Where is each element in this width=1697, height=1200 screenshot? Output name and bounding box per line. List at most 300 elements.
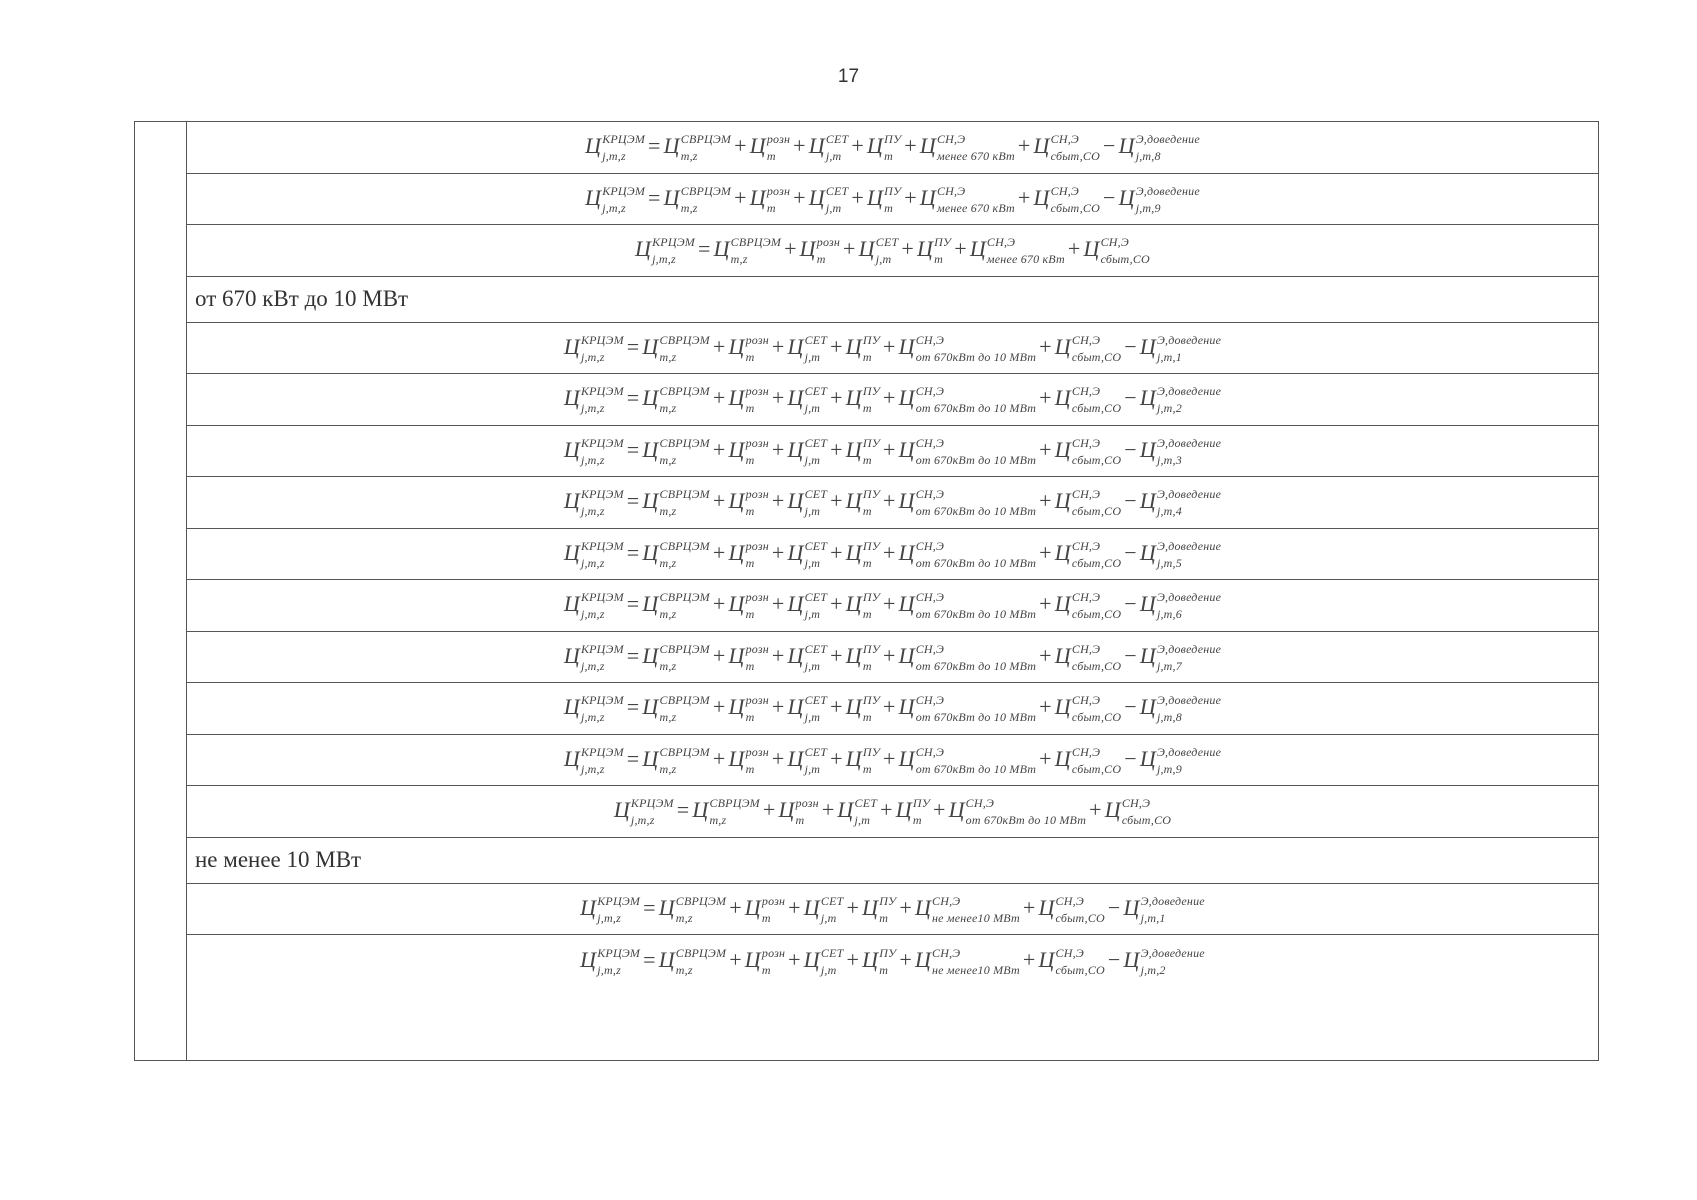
subscript: m: [761, 962, 771, 977]
subscript: j,m,1: [1156, 349, 1182, 364]
price-symbol: Ц: [862, 894, 879, 920]
operator: +: [1017, 184, 1031, 210]
operator: +: [771, 642, 785, 668]
operator: −: [1107, 946, 1121, 972]
superscript: ПУ: [862, 744, 881, 759]
price-symbol: Ц: [728, 694, 745, 720]
superscript: ПУ: [862, 641, 881, 656]
price-symbol: Ц: [1054, 694, 1071, 720]
superscript: СЕТ: [854, 796, 878, 811]
subscript: j,m: [875, 252, 892, 267]
price-symbol: Ц: [728, 488, 745, 514]
superscript: СН,Э: [1071, 435, 1101, 450]
superscript: СН,Э: [1071, 693, 1101, 708]
index-stack: [602, 183, 646, 215]
formula-row: [187, 735, 1598, 787]
subscript: от 670кВт до 10 МВт: [915, 555, 1037, 570]
superscript: СН,Э: [915, 693, 945, 708]
subscript: m: [862, 555, 872, 570]
formula-row: [187, 374, 1598, 426]
operator: +: [843, 236, 856, 262]
index-stack: [862, 384, 881, 416]
operator: +: [712, 385, 726, 411]
index-stack: [1156, 693, 1222, 725]
subscript: сбыт,СО: [1050, 149, 1100, 164]
superscript: Э,доведение: [1135, 183, 1200, 198]
price-symbol: Ц: [1038, 894, 1055, 920]
operator: =: [626, 745, 640, 771]
price-symbol: Ц: [728, 436, 745, 462]
price-symbol: Ц: [728, 591, 745, 617]
price-symbol: Ц: [1139, 745, 1156, 771]
subscript: m: [766, 149, 776, 164]
operator: +: [1039, 436, 1052, 462]
operator: +: [830, 642, 843, 668]
price-symbol: Ц: [808, 184, 825, 210]
formula: [564, 746, 1221, 774]
subscript: m,z: [659, 607, 677, 622]
superscript: ПУ: [879, 893, 897, 908]
price-symbol: Ц: [728, 642, 745, 668]
index-stack: [862, 487, 881, 519]
price-symbol: Ц: [563, 539, 580, 565]
operator: −: [1103, 184, 1116, 210]
price-symbol: Ц: [658, 946, 675, 972]
operator: =: [648, 133, 661, 159]
formula-row: [187, 683, 1598, 735]
superscript: СВРЦЭМ: [659, 538, 710, 553]
price-symbol: Ц: [1033, 133, 1050, 159]
price-symbol: Ц: [895, 797, 912, 823]
formula: [564, 334, 1221, 362]
subscript: j,m: [820, 910, 837, 925]
index-stack: [915, 332, 1037, 364]
price-symbol: Ц: [563, 385, 580, 411]
operator: +: [851, 133, 865, 159]
index-stack: [1140, 893, 1205, 925]
subscript: m,z: [659, 349, 677, 364]
subscript: менее 670 кВт: [986, 252, 1065, 267]
price-symbol: Ц: [799, 236, 816, 262]
operator: +: [846, 946, 860, 972]
index-stack: [1100, 235, 1150, 267]
operator: +: [883, 333, 896, 359]
subscript: от 670кВт до 10 МВт: [915, 349, 1037, 364]
operator: =: [626, 333, 640, 359]
superscript: СЕТ: [804, 641, 828, 656]
subscript: m: [879, 910, 889, 925]
subscript: m,z: [659, 452, 677, 467]
subscript: m: [761, 910, 771, 925]
index-stack: [761, 945, 786, 977]
index-stack: [659, 641, 710, 673]
index-stack: [986, 235, 1065, 267]
price-symbol: Ц: [898, 436, 915, 462]
subscript: m,z: [659, 761, 677, 776]
superscript: СВРЦЭМ: [659, 435, 710, 450]
price-symbol: Ц: [1139, 694, 1156, 720]
index-stack: [1071, 641, 1122, 673]
formula-row: [187, 477, 1598, 529]
superscript: СЕТ: [804, 487, 828, 502]
operator: −: [1124, 642, 1137, 668]
price-symbol: Ц: [898, 694, 915, 720]
price-symbol: Ц: [787, 333, 804, 359]
price-symbol: Ц: [642, 333, 659, 359]
superscript: СЕТ: [804, 693, 828, 708]
price-symbol: Ц: [635, 236, 652, 262]
price-symbol: Ц: [845, 642, 862, 668]
subscript: не менее10 МВт: [932, 962, 1020, 977]
price-symbol: Ц: [1118, 133, 1135, 159]
price-symbol: Ц: [898, 385, 915, 411]
superscript: СВРЦЭМ: [659, 693, 710, 708]
formula-row: [187, 884, 1598, 936]
price-symbol: Ц: [585, 133, 602, 159]
operator: =: [648, 184, 661, 210]
subscript: m: [934, 252, 943, 267]
superscript: ПУ: [912, 796, 930, 811]
index-stack: [1135, 132, 1200, 164]
operator: +: [712, 745, 726, 771]
subscript: m,z: [675, 910, 693, 925]
index-stack: [936, 132, 1015, 164]
subscript: m,z: [709, 813, 727, 828]
operator: +: [1022, 946, 1036, 972]
formula-row: [187, 632, 1598, 684]
price-symbol: Ц: [914, 894, 932, 920]
index-stack: [1156, 332, 1222, 364]
price-symbol: Ц: [898, 488, 915, 514]
superscript: СН,Э: [936, 132, 966, 147]
superscript: СВРЦЭМ: [659, 590, 710, 605]
subscript: m: [862, 710, 872, 725]
formula-row: [187, 529, 1598, 581]
index-stack: [680, 132, 732, 164]
price-symbol: Ц: [563, 436, 580, 462]
index-stack: [804, 744, 828, 776]
subscript: m: [862, 401, 872, 416]
index-stack: [659, 744, 710, 776]
operator: =: [626, 694, 640, 720]
price-symbol: Ц: [1054, 642, 1071, 668]
price-symbol: Ц: [787, 642, 804, 668]
index-stack: [580, 693, 624, 725]
operator: +: [788, 894, 801, 920]
subscript: сбыт,СО: [1071, 504, 1122, 519]
index-stack: [766, 183, 791, 215]
price-symbol: Ц: [867, 184, 884, 210]
price-symbol: Ц: [787, 436, 804, 462]
index-stack: [580, 538, 624, 570]
superscript: Э,доведение: [1156, 487, 1222, 502]
subscript: j,m: [804, 761, 821, 776]
subscript: m: [745, 504, 755, 519]
operator: +: [830, 436, 843, 462]
subscript: j,m,z: [597, 910, 621, 925]
superscript: СЕТ: [804, 384, 828, 399]
index-stack: [884, 132, 902, 164]
superscript: розн: [795, 796, 819, 811]
subscript: m: [879, 962, 889, 977]
price-symbol: Ц: [1118, 184, 1135, 210]
index-stack: [761, 893, 786, 925]
superscript: розн: [745, 435, 769, 450]
superscript: розн: [761, 893, 786, 908]
subscript: от 670кВт до 10 МВт: [915, 658, 1037, 673]
index-stack: [804, 332, 828, 364]
index-stack: [580, 590, 624, 622]
subscript: m: [884, 200, 893, 215]
operator: −: [1103, 133, 1116, 159]
operator: −: [1124, 385, 1137, 411]
superscript: СН,Э: [915, 744, 945, 759]
operator: +: [762, 797, 776, 823]
formula-row: [187, 580, 1598, 632]
superscript: Э,доведение: [1140, 945, 1205, 960]
operator: =: [697, 236, 711, 262]
subscript: j,m,2: [1140, 962, 1166, 977]
subscript: j,m,8: [1156, 710, 1182, 725]
price-symbol: Ц: [845, 694, 862, 720]
operator: +: [1039, 539, 1052, 565]
operator: +: [1039, 745, 1052, 771]
price-symbol: Ц: [898, 539, 915, 565]
superscript: СЕТ: [820, 945, 844, 960]
index-stack: [862, 332, 881, 364]
superscript: СН,Э: [1100, 235, 1129, 250]
operator: +: [729, 894, 742, 920]
operator: +: [830, 488, 843, 514]
superscript: СН,Э: [1071, 744, 1101, 759]
index-stack: [659, 590, 710, 622]
index-stack: [1071, 693, 1122, 725]
subscript: j,m,z: [580, 401, 605, 416]
operator: −: [1124, 333, 1137, 359]
price-symbol: Ц: [749, 184, 766, 210]
superscript: ПУ: [879, 945, 897, 960]
operator: +: [821, 797, 835, 823]
price-symbol: Ц: [1139, 333, 1156, 359]
index-stack: [580, 487, 624, 519]
price-symbol: Ц: [563, 642, 580, 668]
formula-row: [187, 174, 1598, 226]
index-stack: [1135, 183, 1200, 215]
operator: +: [771, 539, 785, 565]
subscript: j,m: [804, 401, 821, 416]
formula: [580, 895, 1205, 923]
index-stack: [1050, 183, 1100, 215]
subscript: сбыт,СО: [1071, 401, 1122, 416]
subscript: j,m,9: [1135, 200, 1161, 215]
subscript: сбыт,СО: [1050, 200, 1100, 215]
subscript: от 670кВт до 10 МВт: [915, 710, 1037, 725]
index-stack: [745, 487, 769, 519]
operator: =: [626, 642, 640, 668]
price-symbol: Ц: [787, 385, 804, 411]
subscript: от 670кВт до 10 МВт: [915, 761, 1037, 776]
subscript: j,m,z: [580, 555, 605, 570]
formula: [563, 384, 1222, 416]
subscript: сбыт,СО: [1055, 962, 1105, 977]
index-stack: [745, 590, 769, 622]
price-symbol: Ц: [898, 333, 915, 359]
index-stack: [915, 641, 1037, 673]
superscript: ПУ: [862, 487, 881, 502]
superscript: СВРЦЭМ: [659, 384, 710, 399]
operator: −: [1124, 745, 1137, 771]
subscript: m: [862, 607, 872, 622]
page-number: 17: [837, 66, 860, 87]
operator: +: [883, 694, 896, 720]
price-symbol: Ц: [948, 797, 965, 823]
price-symbol: Ц: [1054, 488, 1071, 514]
operator: =: [643, 894, 656, 920]
index-stack: [1156, 384, 1222, 416]
subscript: j,m,z: [580, 761, 605, 776]
superscript: КРЦЭМ: [652, 235, 695, 250]
index-stack: [879, 893, 897, 925]
operator: +: [771, 488, 785, 514]
operator: =: [626, 591, 640, 617]
index-stack: [745, 641, 769, 673]
price-symbol: Ц: [744, 946, 761, 972]
price-symbol: Ц: [728, 385, 745, 411]
section-header: от 670 кВт до 10 МВт: [187, 277, 1598, 323]
operator: +: [793, 184, 806, 210]
subscript: сбыт,СО: [1071, 555, 1122, 570]
operator: =: [626, 385, 640, 411]
index-stack: [1071, 384, 1122, 416]
superscript: СН,Э: [915, 435, 945, 450]
subscript: m: [795, 813, 805, 828]
superscript: СЕТ: [804, 332, 828, 347]
superscript: Э,доведение: [1156, 590, 1222, 605]
subscript: m: [912, 813, 922, 828]
index-stack: [1156, 538, 1222, 570]
operator: +: [1017, 133, 1031, 159]
price-symbol: Ц: [713, 236, 730, 262]
superscript: КРЦЭМ: [580, 435, 624, 450]
index-stack: [862, 590, 881, 622]
subscript: сбыт,СО: [1071, 710, 1122, 725]
superscript: СВРЦЭМ: [675, 893, 727, 908]
superscript: розн: [745, 693, 769, 708]
operator: +: [1039, 642, 1052, 668]
index-stack: [820, 893, 844, 925]
superscript: розн: [766, 183, 791, 198]
superscript: ПУ: [862, 384, 881, 399]
superscript: ПУ: [884, 132, 902, 147]
index-stack: [795, 796, 819, 828]
superscript: Э,доведение: [1156, 693, 1222, 708]
price-symbol: Ц: [1038, 946, 1055, 972]
index-stack: [862, 538, 881, 570]
formula: [635, 235, 1150, 267]
price-symbol: Ц: [1054, 591, 1071, 617]
price-symbol: Ц: [728, 745, 745, 771]
operator: +: [883, 539, 896, 565]
subscript: j,m: [804, 607, 821, 622]
superscript: КРЦЭМ: [597, 945, 641, 960]
superscript: СЕТ: [825, 183, 849, 198]
formula-table: [134, 121, 1599, 1061]
subscript: m: [816, 252, 826, 267]
subscript: j,m: [804, 658, 821, 673]
price-symbol: Ц: [845, 745, 862, 771]
index-stack: [884, 183, 902, 215]
subscript: j,m,8: [1135, 149, 1161, 164]
index-stack: [580, 384, 624, 416]
price-symbol: Ц: [1123, 946, 1140, 972]
superscript: СВРЦЭМ: [680, 132, 732, 147]
superscript: СВРЦЭМ: [675, 945, 727, 960]
index-stack: [1071, 487, 1122, 519]
operator: +: [851, 184, 865, 210]
price-symbol: Ц: [749, 133, 766, 159]
superscript: розн: [745, 538, 769, 553]
subscript: j,m,7: [1156, 658, 1182, 673]
index-stack: [879, 945, 897, 977]
operator: +: [883, 642, 896, 668]
superscript: СН,Э: [932, 945, 961, 960]
operator: +: [771, 333, 785, 359]
superscript: СН,Э: [1071, 590, 1101, 605]
subscript: j,m,z: [602, 200, 626, 215]
formula-row: [187, 122, 1598, 174]
subscript: m: [745, 710, 755, 725]
index-stack: [597, 945, 641, 977]
index-stack: [825, 132, 849, 164]
index-stack: [766, 132, 791, 164]
index-stack: [659, 332, 710, 364]
price-symbol: Ц: [1054, 333, 1071, 359]
operator: +: [830, 591, 843, 617]
price-symbol: Ц: [919, 133, 936, 159]
price-symbol: Ц: [580, 894, 597, 920]
subscript: m: [884, 149, 893, 164]
price-symbol: Ц: [563, 333, 580, 359]
subscript: от 670кВт до 10 МВт: [915, 504, 1037, 519]
index-stack: [915, 487, 1037, 519]
index-stack: [915, 693, 1037, 725]
subscript: m: [745, 761, 755, 776]
operator: +: [830, 694, 843, 720]
subscript: сбыт,СО: [1071, 607, 1122, 622]
price-symbol: Ц: [916, 236, 934, 262]
subscript: j,m: [804, 349, 821, 364]
price-symbol: Ц: [642, 694, 659, 720]
price-symbol: Ц: [642, 745, 659, 771]
superscript: ПУ: [884, 183, 902, 198]
price-symbol: Ц: [1139, 436, 1156, 462]
subscript: j,m,z: [580, 504, 605, 519]
operator: +: [1039, 385, 1052, 411]
formula-row: [187, 323, 1598, 375]
index-stack: [745, 384, 769, 416]
superscript: Э,доведение: [1156, 538, 1222, 553]
subscript: сбыт,СО: [1121, 813, 1172, 828]
subscript: от 670кВт до 10 МВт: [915, 452, 1037, 467]
price-symbol: Ц: [642, 385, 659, 411]
price-symbol: Ц: [1054, 385, 1071, 411]
subscript: сбыт,СО: [1071, 349, 1122, 364]
formula: [563, 487, 1222, 519]
index-stack: [804, 590, 828, 622]
operator: +: [1039, 694, 1052, 720]
price-symbol: Ц: [845, 436, 862, 462]
price-symbol: Ц: [898, 642, 915, 668]
